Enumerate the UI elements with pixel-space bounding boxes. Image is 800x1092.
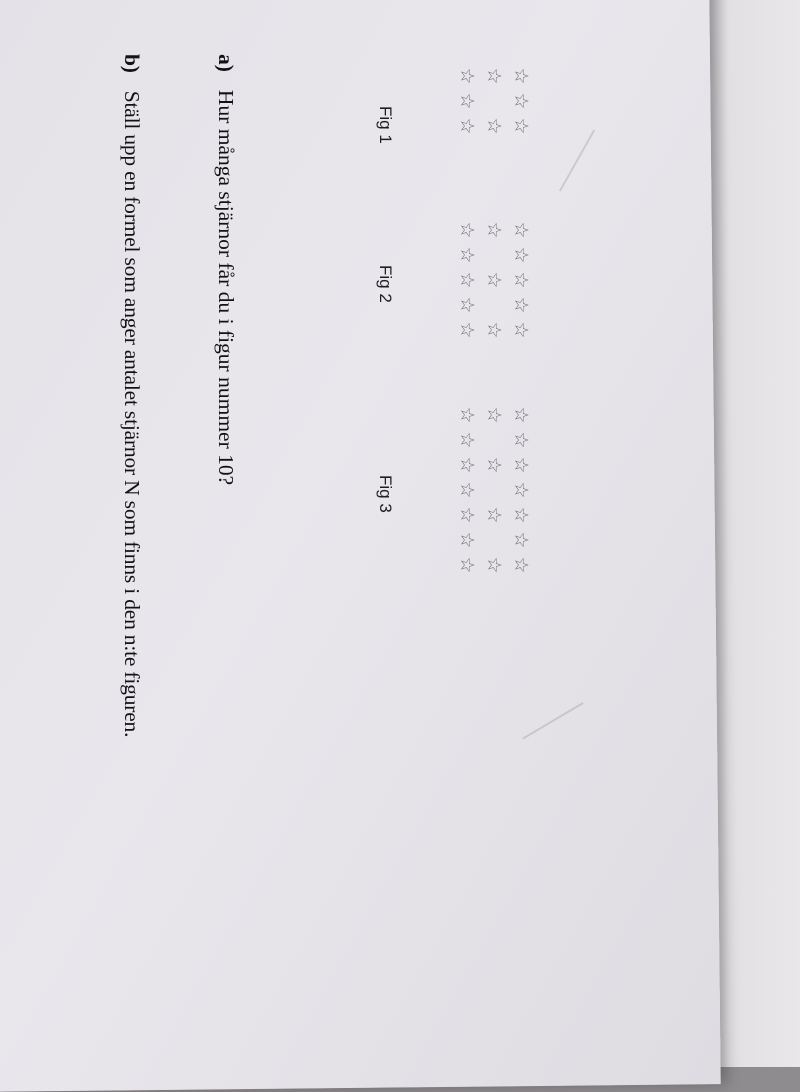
star-icon: ☆ [510, 246, 532, 264]
question-a-text: Hur många stjärnor får du i figur nummer 10? [214, 89, 238, 486]
star-icon: ☆ [456, 556, 478, 574]
star-icon: ☆ [483, 406, 505, 424]
star-icon: ☆ [483, 556, 505, 574]
figure-2-caption: Fig 2 [376, 265, 395, 303]
star-icon: ☆ [510, 271, 532, 289]
star-icon: ☆ [456, 271, 478, 289]
star-icon: ☆ [456, 531, 478, 549]
star-icon: ☆ [510, 221, 532, 239]
star-icon: ☆ [456, 221, 478, 239]
star-icon: ☆ [456, 246, 478, 264]
star-icon: ☆ [510, 456, 532, 474]
star-icon: ☆ [456, 117, 478, 135]
star-icon: ☆ [483, 117, 505, 135]
star-icon: ☆ [456, 456, 478, 474]
star-icon: ☆ [456, 506, 478, 524]
empty-cell [481, 245, 503, 265]
question-a-label: a) [214, 54, 238, 72]
question-a [213, 54, 238, 485]
star-icon: ☆ [456, 406, 478, 424]
star-icon: ☆ [483, 271, 505, 289]
figure-1-caption: Fig 1 [376, 106, 395, 144]
star-icon: ☆ [510, 117, 532, 135]
star-icon: ☆ [456, 92, 478, 110]
star-icon: ☆ [456, 431, 478, 449]
star-icon: ☆ [510, 296, 532, 314]
star-icon: ☆ [456, 67, 478, 85]
star-icon: ☆ [483, 221, 505, 239]
figure-3-caption: Fig 3 [376, 475, 395, 513]
star-icon: ☆ [510, 506, 532, 524]
star-icon: ☆ [510, 67, 532, 85]
star-icon: ☆ [510, 321, 532, 339]
star-icon: ☆ [456, 481, 478, 499]
star-icon: ☆ [510, 431, 532, 449]
empty-cell [481, 480, 503, 500]
question-b-label: b) [120, 54, 144, 73]
star-icon: ☆ [510, 531, 532, 549]
empty-cell [481, 91, 503, 111]
star-icon: ☆ [483, 456, 505, 474]
question-b [119, 54, 144, 737]
star-icon: ☆ [510, 92, 532, 110]
figure-3 [454, 405, 530, 575]
star-icon: ☆ [510, 481, 532, 499]
figure-2 [454, 220, 530, 340]
star-icon: ☆ [510, 406, 532, 424]
star-icon: ☆ [456, 321, 478, 339]
empty-cell [481, 295, 503, 315]
empty-cell [481, 530, 503, 550]
star-icon: ☆ [483, 506, 505, 524]
star-icon: ☆ [456, 296, 478, 314]
figure-1 [454, 66, 530, 136]
star-icon: ☆ [483, 321, 505, 339]
star-icon: ☆ [510, 556, 532, 574]
question-b-text: Ställ upp en formel som anger antalet stjärnor N som finns i den n:te figuren. [120, 90, 144, 738]
star-icon: ☆ [483, 67, 505, 85]
empty-cell [481, 430, 503, 450]
